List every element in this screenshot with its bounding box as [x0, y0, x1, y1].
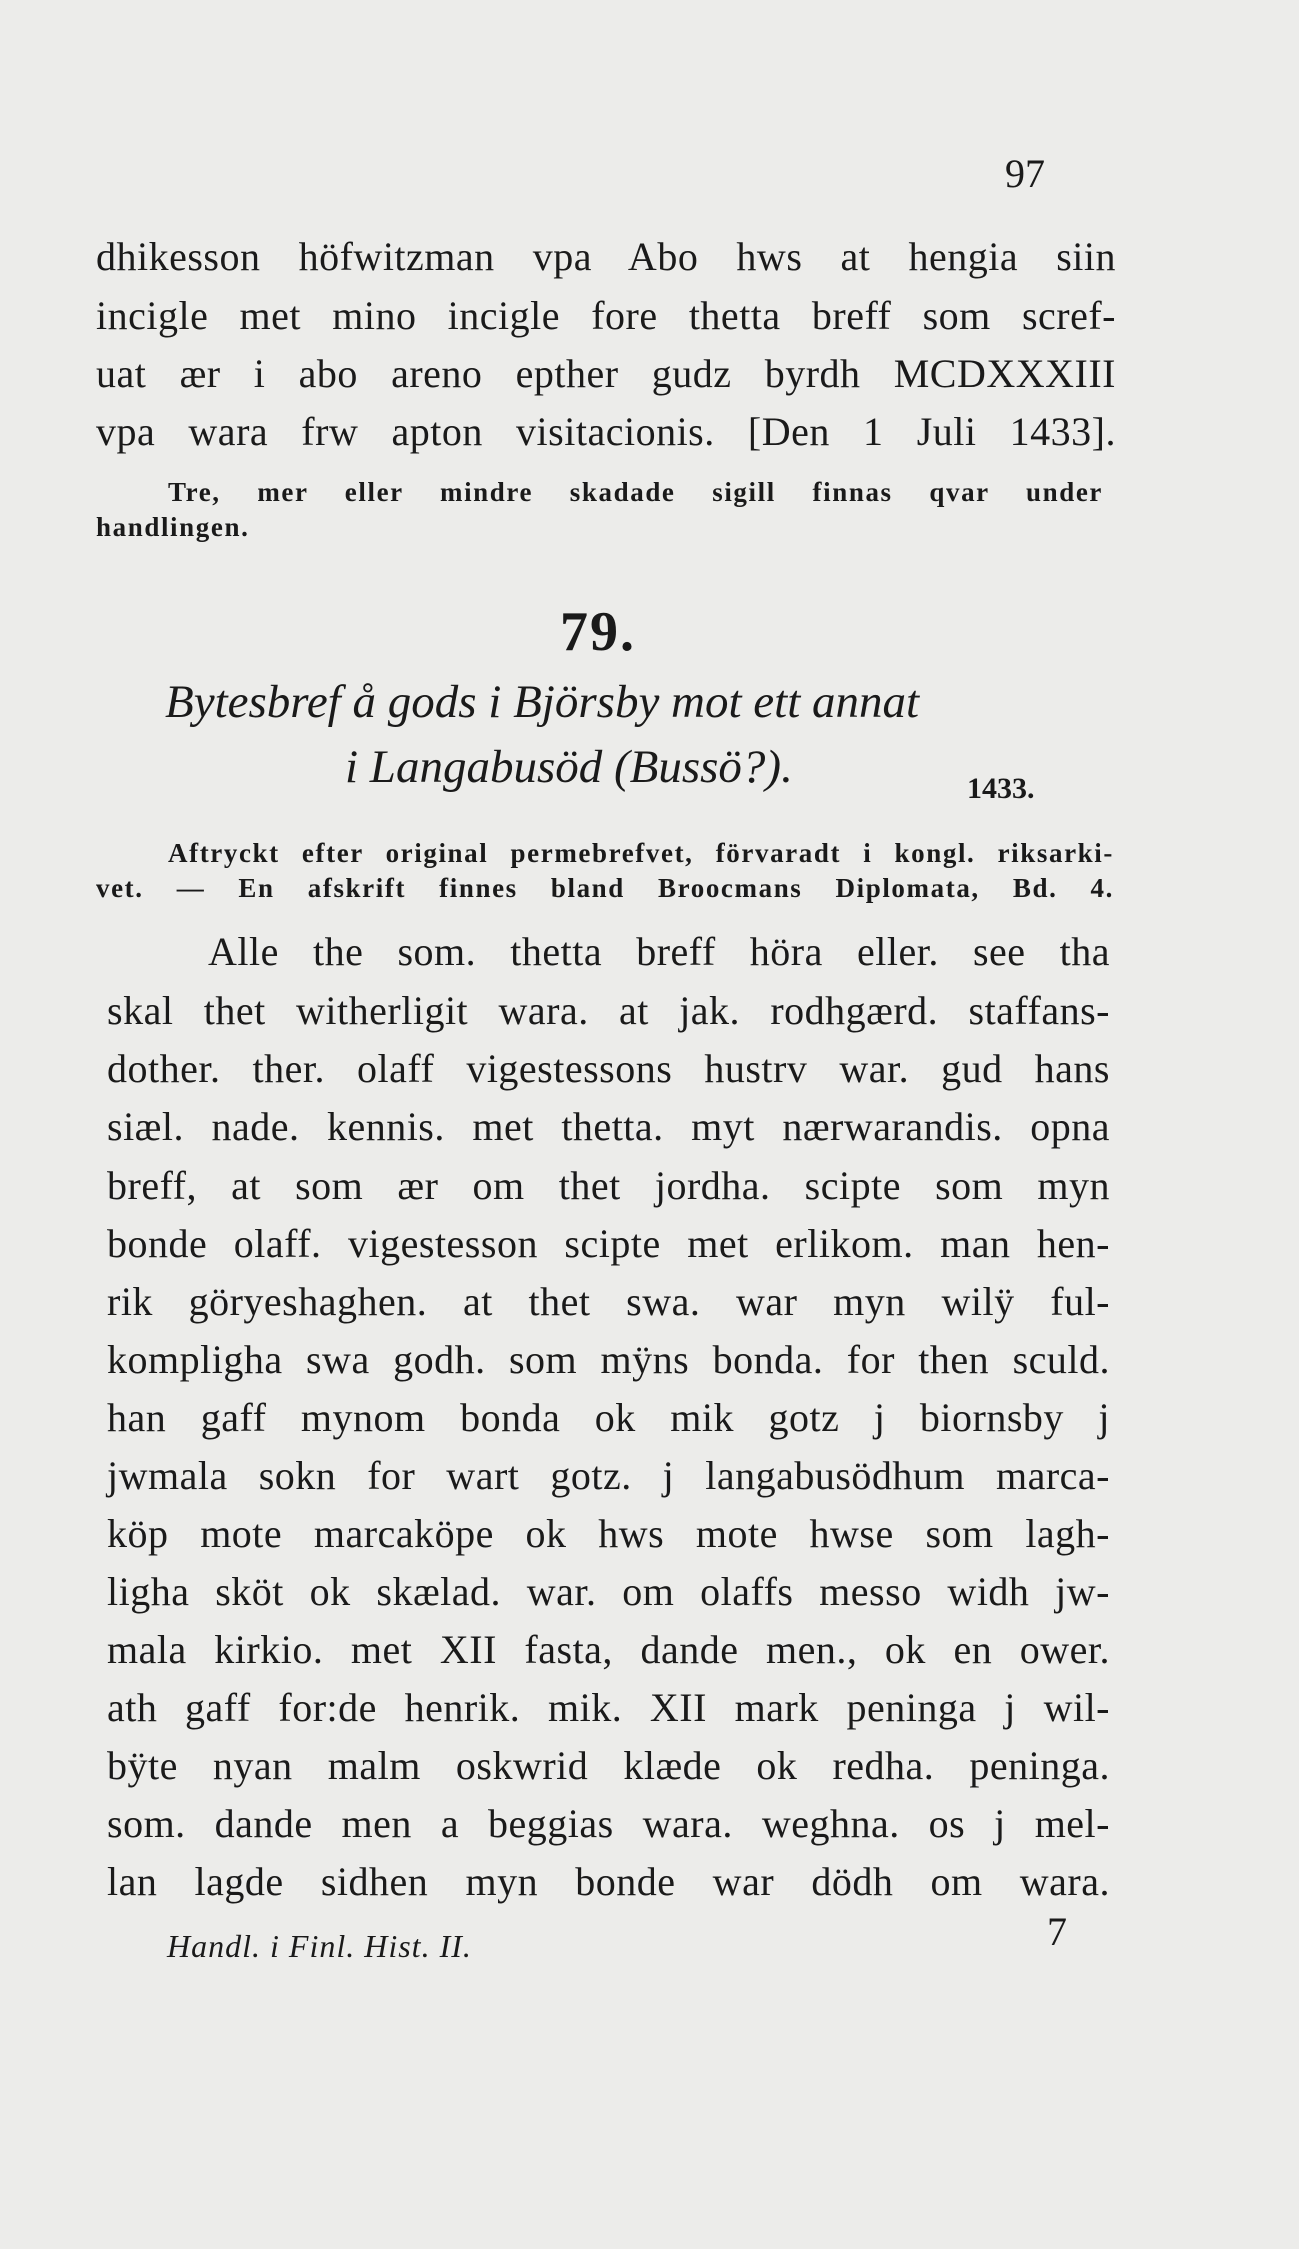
main-text-line: bÿte nyan malm oskwrid klæde ok redha. peninga.	[107, 1743, 1110, 1788]
main-text-line: Alle the som. thetta breff höra eller. see tha	[208, 929, 1110, 974]
main-text-line: skal thet witherligit wara. at jak. rodhgærd. staffans-	[107, 988, 1110, 1033]
continued-text-line: dhikesson höfwitzman vpa Abo hws at hengia siin	[96, 234, 1116, 279]
source-note-line: Aftryckt efter original permebrefvet, förvaradt i kongl. riksarki-	[168, 838, 1114, 868]
document-title-line: i Langabusöd (Bussö?).	[345, 741, 793, 793]
continued-text-line: uat ær i abo areno epther gudz byrdh MCDXXXIII	[96, 351, 1116, 396]
main-text-line: jwmala sokn for wart gotz. j langabusödhum marca-	[107, 1453, 1110, 1498]
source-note-line: vet. — En afskrift finnes bland Broocmans Diplomata, Bd. 4.	[96, 873, 1114, 903]
main-text-line: lan lagde sidhen myn bonde war dödh om wara.	[107, 1859, 1110, 1904]
footer-signature: Handl. i Finl. Hist. II.	[167, 1928, 472, 1964]
main-text-line: bonde olaff. vigestesson scipte met erlikom. man hen-	[107, 1221, 1110, 1266]
main-text-line: mala kirkio. met XII fasta, dande men., ok en ower.	[107, 1627, 1110, 1672]
signature-mark: 7	[1047, 1909, 1067, 1954]
main-text-line: dother. ther. olaff vigestessons hustrv war. gud hans	[107, 1046, 1110, 1091]
continued-text-line: incigle met mino incigle fore thetta breff som scref-	[96, 293, 1116, 338]
main-text-line: breff, at som ær om thet jordha. scipte som myn	[107, 1163, 1110, 1208]
main-text-line: ligha sköt ok skælad. war. om olaffs messo widh jw-	[107, 1569, 1110, 1614]
continued-text-line: vpa wara frw apton visitacionis. [Den 1 Juli 1433].	[96, 409, 1116, 454]
document-title-line: Bytesbref å gods i Björsby mot ett annat	[165, 676, 920, 728]
main-text-line: han gaff mynom bonda ok mik gotz j biornsby j	[107, 1395, 1110, 1440]
main-text-line: som. dande men a beggias wara. weghna. os j mel-	[107, 1801, 1110, 1846]
document-number: 79.	[560, 601, 636, 663]
main-text-line: köp mote marcaköpe ok hws mote hwse som lagh-	[107, 1511, 1110, 1556]
seal-note-line: Tre, mer eller mindre skadade sigill finnas qvar under	[168, 477, 1103, 507]
main-text-line: siæl. nade. kennis. met thetta. myt nærwarandis. opna	[107, 1104, 1110, 1149]
main-text-line: ath gaff for:de henrik. mik. XII mark peninga j wil-	[107, 1685, 1110, 1730]
main-text-line: kompligha swa godh. som mÿns bonda. for then sculd.	[107, 1337, 1110, 1382]
page-number: 97	[1005, 151, 1045, 196]
seal-note-line: handlingen.	[96, 512, 250, 542]
document-year: 1433.	[967, 772, 1035, 805]
main-text-line: rik göryeshaghen. at thet swa. war myn wilÿ ful-	[107, 1279, 1110, 1324]
